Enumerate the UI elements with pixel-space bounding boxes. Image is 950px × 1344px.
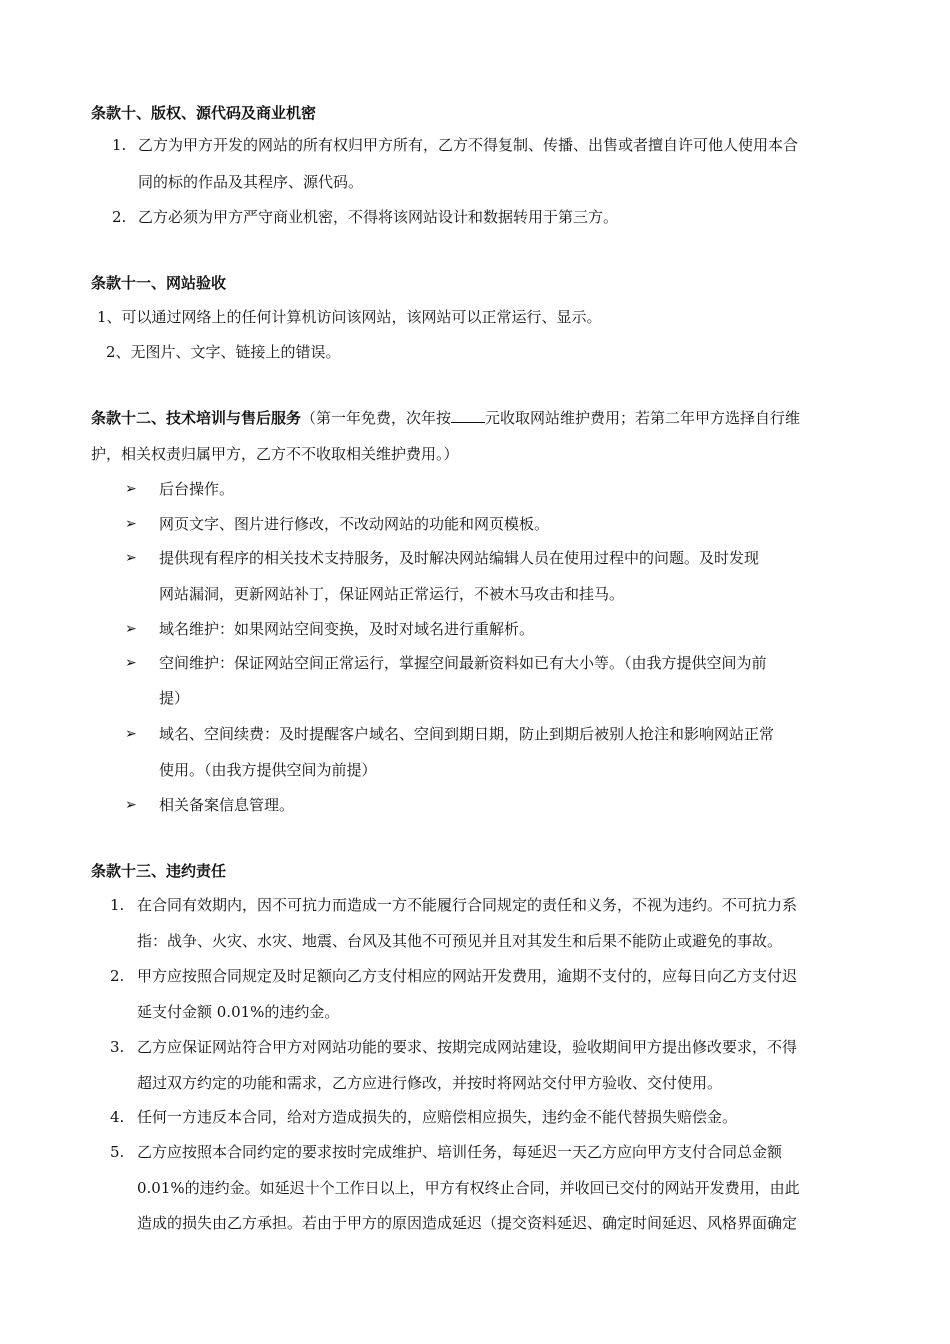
clause-13-item-2-line-2: 延支付金额 0.01%的违约金。 <box>137 1003 340 1021</box>
bullet-arrow-icon: ➢ <box>125 797 137 813</box>
clause-12-intro-line-2: 护，相关权责归属甲方，乙方不不收取相关维护费用。） <box>91 445 459 463</box>
clause-12-bullet-6-line-1: 域名、空间续费：及时提醒客户域名、空间到期日期，防止到期后被别人抢注和影响网站正常 <box>159 725 775 743</box>
clause-13-item-2-line-1: 甲方应按照合同规定及时足额向乙方支付相应的网站开发费用，逾期不支付的，应每日向乙方支付迟 <box>137 967 798 985</box>
clause-13-item-4-line-1: 任何一方违反本合同，给对方造成损失的，应赔偿相应损失，违约金不能代替损失赔偿金。 <box>137 1108 738 1126</box>
clause-10-heading: 条款十、版权、源代码及商业机密 <box>91 104 317 122</box>
clause-13-item-3-line-1: 乙方应保证网站符合甲方对网站功能的要求、按期完成网站建设，验收期间甲方提出修改要求，不得 <box>137 1038 798 1056</box>
clause-10-item-2-marker: 2. <box>112 208 127 226</box>
clause-12-bullet-2: 网页文字、图片进行修改，不改动网站的功能和网页模板。 <box>159 515 550 533</box>
clause-12-heading: 条款十二、技术培训与售后服务 <box>91 409 302 427</box>
clause-13-item-3-line-2: 超过双方约定的功能和需求，乙方应进行修改，并按时将网站交付甲方验收、交付使用。 <box>137 1074 723 1092</box>
clause-12-intro-a: （第一年免费，次年按 <box>301 409 452 427</box>
bullet-arrow-icon: ➢ <box>125 621 137 637</box>
clause-11-heading: 条款十一、网站验收 <box>91 274 227 292</box>
clause-10-item-1-line-1: 乙方为甲方开发的网站的所有权归甲方所有，乙方不得复制、传播、出售或者擅自许可他人使用本合 <box>138 136 799 154</box>
bullet-arrow-icon: ➢ <box>125 655 137 671</box>
clause-13-item-5-line-1: 乙方应按照本合同约定的要求按时完成维护、培训任务，每延迟一天乙方应向甲方支付合同总金额 <box>137 1143 783 1161</box>
clause-12-bullet-5-line-2: 提） <box>159 689 190 707</box>
clause-13-item-4-marker: 4. <box>110 1108 125 1126</box>
clause-13-item-2-marker: 2. <box>110 967 125 985</box>
clause-12-bullet-1: 后台操作。 <box>159 480 235 498</box>
clause-13-item-5-line-3: 造成的损失由乙方承担。若由于甲方的原因造成延迟（提交资料延迟、确定时间延迟、风格界面确定 <box>137 1214 798 1232</box>
bullet-arrow-icon: ➢ <box>125 726 137 742</box>
clause-12-bullet-4: 域名维护：如果网站空间变换，及时对域名进行重解析。 <box>159 620 535 638</box>
clause-11-item-1: 1、可以通过网络上的任何计算机访问该网站，该网站可以正常运行、显示。 <box>97 308 602 326</box>
fee-amount-blank <box>451 408 485 423</box>
bullet-arrow-icon: ➢ <box>125 481 137 497</box>
clause-12-intro-line-1 <box>91 408 800 428</box>
clause-13-item-1-marker: 1. <box>110 896 125 914</box>
bullet-arrow-icon: ➢ <box>125 516 137 532</box>
clause-13-item-1-line-2: 指：战争、火灾、水灾、地震、台风及其他不可预见并且对其发生和后果不能防止或避免的事故。 <box>137 932 783 950</box>
clause-10-item-1-marker: 1. <box>112 136 127 154</box>
clause-12-intro-b: 元收取网站维护费用；若第二年甲方选择自行维 <box>485 409 801 427</box>
clause-12-bullet-5-line-1: 空间维护：保证网站空间正常运行，掌握空间最新资料如已有大小等。（由我方提供空间为前 <box>159 654 767 672</box>
bullet-arrow-icon: ➢ <box>125 550 137 566</box>
clause-12-bullet-3-line-2: 网站漏洞，更新网站补丁，保证网站正常运行，不被木马攻击和挂马。 <box>159 585 625 603</box>
clause-12-bullet-6-line-2: 使用。（由我方提供空间为前提） <box>159 761 377 779</box>
clause-13-item-5-line-2: 0.01%的违约金。如延迟十个工作日以上，甲方有权终止合同，并收回已交付的网站开发费用，由此 <box>137 1179 800 1197</box>
clause-13-item-5-marker: 5. <box>110 1143 125 1161</box>
clause-11-item-2: 2、无图片、文字、链接上的错误。 <box>106 343 341 361</box>
clause-10-item-2-line-1: 乙方必须为甲方严守商业机密，不得将该网站设计和数据转用于第三方。 <box>138 208 619 226</box>
clause-13-item-3-marker: 3. <box>110 1038 125 1056</box>
clause-13-heading: 条款十三、违约责任 <box>91 862 227 880</box>
clause-12-bullet-3-line-1: 提供现有程序的相关技术支持服务，及时解决网站编辑人员在使用过程中的问题。及时发现 <box>159 549 760 567</box>
clause-13-item-1-line-1: 在合同有效期内，因不可抗力而造成一方不能履行合同规定的责任和义务，不视为违约。不可抗力系 <box>137 896 798 914</box>
clause-12-bullet-7: 相关备案信息管理。 <box>159 796 295 814</box>
clause-10-item-1-line-2: 同的标的作品及其程序、源代码。 <box>138 173 364 191</box>
